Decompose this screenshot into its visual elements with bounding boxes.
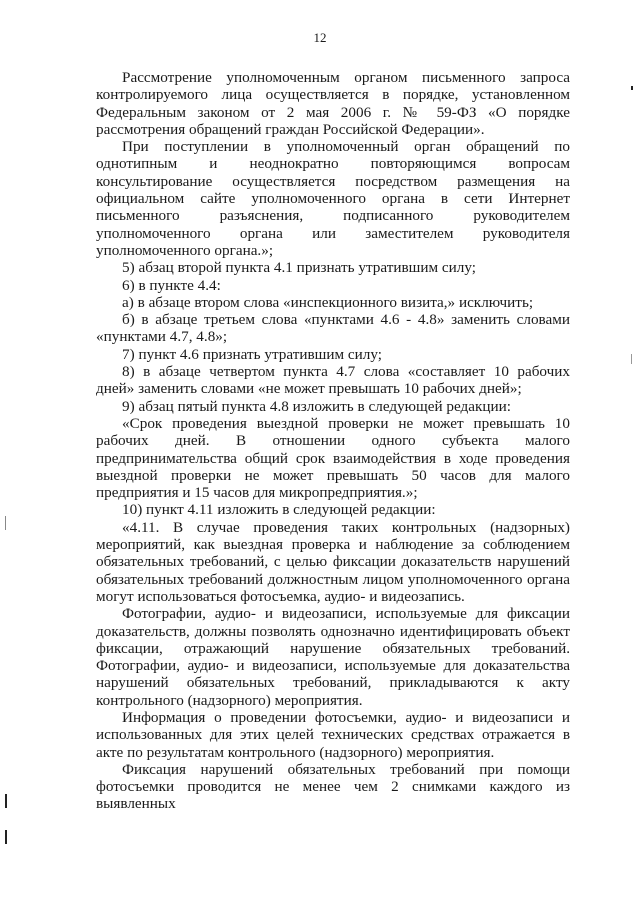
- paragraph: Фотографии, аудио- и видеозаписи, используемые для фиксации доказательств, должны позволять однозначно идентифицировать объект фиксации, отражающий нарушение обязательных требований. Фотографии, аудио- и видеозаписи, используемые для доказательства нарушений обязательных требований, прикладываются к акту контрольного (надзорного) мероприятия.: [96, 605, 570, 709]
- paragraph: При поступлении в уполномоченный орган обращений по однотипным и неоднократно повторяющимся вопросам консультирование осуществляется посредством размещения на официальном сайте уполномоченного органа в сети Интернет письменного разъяснения, подписанного руководителем уполномоченного органа или заместителем руководителя уполномоченного органа.»;: [96, 138, 570, 259]
- paragraph: «4.11. В случае проведения таких контрольных (надзорных) мероприятий, как выездная проверка и наблюдение за соблюдением обязательных требований, с целью фиксации доказательств нарушений обязательных требований должностным лицом уполномоченного органа могут использоваться фотосъемка, аудио- и видеозапись.: [96, 518, 570, 605]
- paragraph: 10) пункт 4.11 изложить в следующей редакции:: [122, 501, 436, 519]
- paragraph: а) в абзаце втором слова «инспекционного визита,» исключить;: [122, 293, 534, 311]
- paragraph: 7) пункт 4.6 признать утратившим силу;: [122, 345, 382, 363]
- scan-mark-right-top: [631, 86, 633, 90]
- paragraph: 6) в пункте 4.4:: [122, 276, 221, 294]
- document-body: [96, 69, 570, 813]
- paragraph: Рассмотрение уполномоченным органом письменного запроса контролируемого лица осуществляется в порядке, установленном Федеральным законом от 2 мая 2006 г. № 59-ФЗ «О порядке рассмотрения обращений граждан Российской Федерации».: [96, 69, 570, 138]
- scan-mark-right-mid: [631, 354, 632, 364]
- scan-mark-left-top: [5, 516, 6, 530]
- paragraph: Информация о проведении фотосъемки, аудио- и видеозаписи и использованных для этих целей технических средствах отражается в акте по результатам контрольного (надзорного) мероприятия.: [96, 708, 570, 761]
- paragraph: б) в абзаце третьем слова «пунктами 4.6 - 4.8» заменить словами «пунктами 4.7, 4.8»;: [96, 311, 570, 346]
- paragraph: 9) абзац пятый пункта 4.8 изложить в следующей редакции:: [122, 397, 511, 415]
- paragraph: Фиксация нарушений обязательных требований при помощи фотосъемки проводится не менее чем 2 снимками каждого из выявленных: [96, 760, 570, 813]
- paragraph: 8) в абзаце четвертом пункта 4.7 слова «составляет 10 рабочих дней» заменить словами «не может превышать 10 рабочих дней»;: [96, 363, 570, 398]
- page-number: 12: [313, 30, 327, 45]
- paragraph: 5) абзац второй пункта 4.1 признать утратившим силу;: [122, 259, 476, 277]
- paragraph: «Срок проведения выездной проверки не может превышать 10 рабочих дней. В отношении одного субъекта малого предпринимательства общий срок взаимодействия в ходе проведения выездной проверки не может превышать 50 часов для малого предприятия и 15 часов для микропредприятия.»;: [96, 414, 570, 502]
- scan-mark-left-bottom-1: [5, 794, 7, 808]
- scan-mark-left-bottom-2: [5, 830, 7, 844]
